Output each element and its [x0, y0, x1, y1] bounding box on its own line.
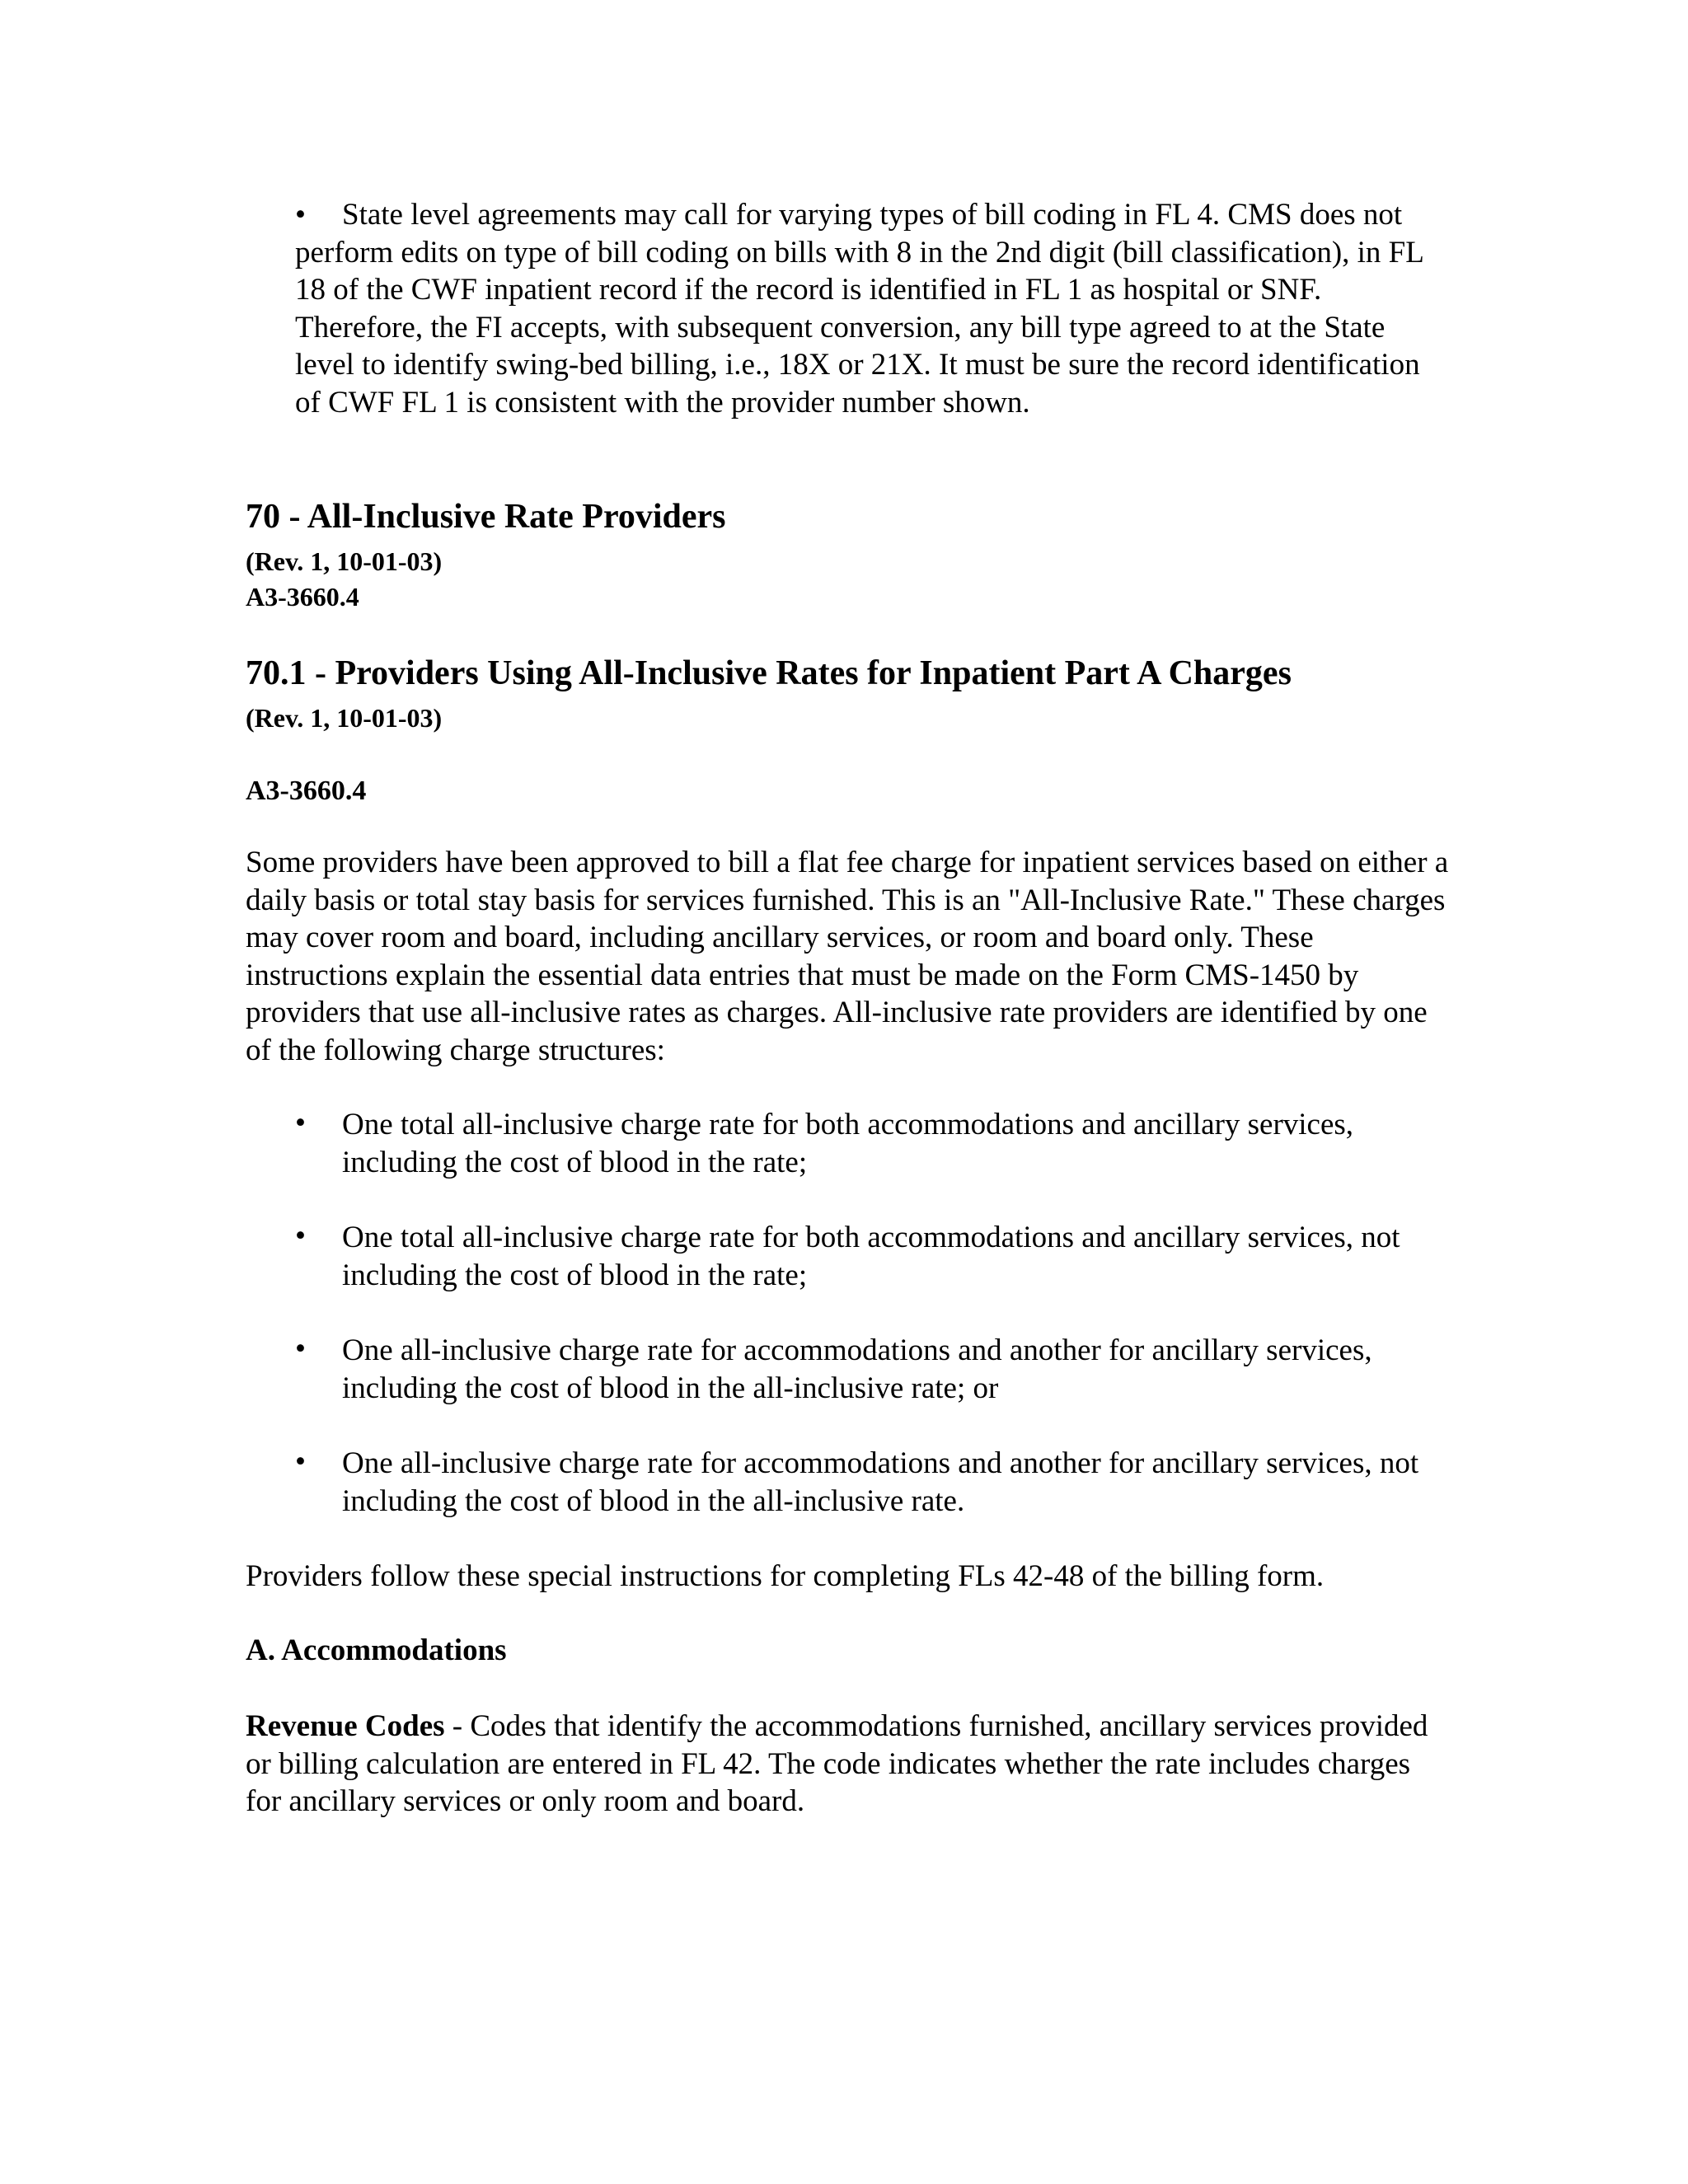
section-70-1-intro: Some providers have been approved to bill a flat fee charge for inpatient services based on either a daily basis or total stay basis for services furnished. This is an "All-Inclusive Rate." These charges may cover room and board, including ancillary services, or room and board only. These instructions explain the essential data entries that must be made on the Form CMS-1450 by providers that use all-inclusive rates as charges. All-inclusive rate providers are identified by one of the following charge structures:	[246, 846, 1449, 1067]
bullet-marker: •	[295, 1219, 306, 1253]
revenue-codes-paragraph	[246, 1708, 1449, 1821]
section-70-1-reference: A3-3660.4	[246, 776, 367, 806]
section-70-1-title: 70.1 - Providers Using All-Inclusive Rates for Inpatient Part A Charges	[246, 654, 1292, 692]
section-70-1-revision: (Rev. 1, 10-01-03)	[246, 703, 443, 733]
list-item-text: One all-inclusive charge rate for accommodations and another for ancillary services, including the cost of blood in the all-inclusive rate; or	[342, 1333, 1372, 1405]
bullet-marker: •	[295, 1332, 306, 1366]
bullet-marker: •	[295, 198, 306, 232]
list-item-text: One total all-inclusive charge rate for both accommodations and ancillary services, not including the cost of blood in the rate;	[342, 1221, 1400, 1292]
list-item	[295, 1106, 1449, 1181]
intro-bullet	[295, 196, 1449, 421]
follow-text: Providers follow these special instructions for completing FLs 42-48 of the billing form.	[246, 1559, 1325, 1593]
section-70-revision: (Rev. 1, 10-01-03)	[246, 546, 443, 576]
list-item	[295, 1332, 1449, 1407]
section-70-reference: A3-3660.4	[246, 582, 359, 612]
list-item-text: One all-inclusive charge rate for accommodations and another for ancillary services, not including the cost of blood in the all-inclusive rate.	[342, 1446, 1419, 1518]
subsection-a-title: A. Accommodations	[246, 1633, 507, 1667]
list-item	[295, 1219, 1449, 1294]
section-70-title: 70 - All-Inclusive Rate Providers	[246, 498, 726, 536]
list-item	[295, 1445, 1449, 1520]
bullet-marker: •	[295, 1106, 306, 1140]
bullet-marker: •	[295, 1445, 306, 1479]
list-item-text: One total all-inclusive charge rate for both accommodations and ancillary services, including the cost of blood in the rate;	[342, 1108, 1354, 1179]
intro-bullet-text: State level agreements may call for varying types of bill coding in FL 4. CMS does not perform edits on type of bill coding on bills with 8 in the 2nd digit (bill classification), in FL 18 of the CWF inpatient record if the record is identified in FL 1 as hospital or SNF. Therefore, the FI accepts, with subsequent conversion, any bill type agreed to at the State level to identify swing-bed billing, i.e., 18X or 21X. It must be sure the record identification of CWF FL 1 is consistent with the provider number shown.	[295, 198, 1423, 419]
revenue-codes-definition: - Codes that identify the accommodations furnished, ancillary services provided or billing calculation are entered in FL 42. The code indicates whether the rate includes charges for ancillary services or only room and board.	[246, 1709, 1428, 1818]
revenue-codes-term: Revenue Codes	[246, 1709, 445, 1743]
